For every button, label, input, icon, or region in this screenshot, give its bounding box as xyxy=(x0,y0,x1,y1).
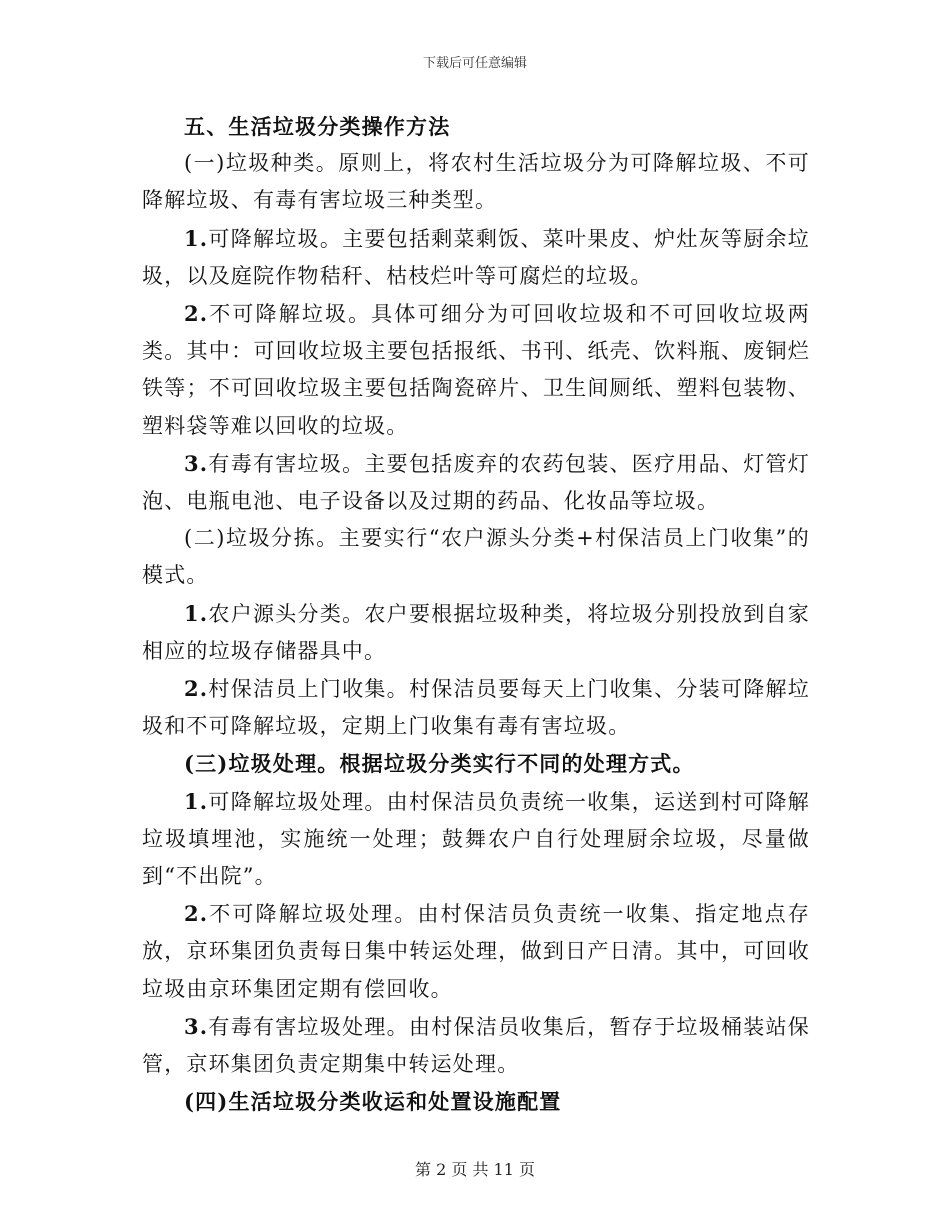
paragraph-non-degradable xyxy=(142,295,810,445)
paragraph-degradable-processing xyxy=(142,783,810,896)
paragraph-garbage-types: (一)垃圾种类。原则上，将农村生活垃圾分为可降解垃圾、不可降解垃圾、有毒有害垃圾三种类型。 xyxy=(142,151,810,213)
paragraph-non-degradable-processing xyxy=(142,895,810,1008)
paragraph-text: 可降解垃圾。主要包括剩菜剩饭、菜叶果皮、炉灶灰等厨余垃圾，以及庭院作物秸秆、枯枝烂叶等可腐烂的垃圾。 xyxy=(142,226,810,288)
paragraph-hazardous xyxy=(142,445,810,520)
paragraph-household-sorting xyxy=(142,595,810,670)
paragraph-text: 不可降解垃圾。具体可细分为可回收垃圾和不可回收垃圾两类。其中：可回收垃圾主要包括报纸、书刊、纸壳、饮料瓶、废铜烂铁等；不可回收垃圾主要包括陶瓷碎片、卫生间厕纸、塑料包装物、塑料袋等难以回收的垃圾。 xyxy=(142,302,810,438)
item-number: 1. xyxy=(184,225,209,251)
paragraph-text: 农户源头分类。农户要根据垃圾种类，将垃圾分别投放到自家相应的垃圾存储器具中。 xyxy=(142,601,810,663)
item-number: 2. xyxy=(184,301,209,327)
section-title: 五、生活垃圾分类操作方法 xyxy=(184,114,451,139)
paragraph-text: 可降解垃圾处理。由村保洁员负责统一收集，运送到村可降解垃圾填埋池，实施统一处理；鼓舞农户自行处理厨余垃圾，尽量做到“不出院”。 xyxy=(142,789,810,889)
paragraph-text: 有毒有害垃圾。主要包括废弃的农药包装、医疗用品、灯管灯泡、电瓶电池、电子设备以及过期的药品、化妆品等垃圾。 xyxy=(142,451,810,514)
page-number: 第 2 页 共 11 页 xyxy=(415,1160,535,1179)
item-number: 2. xyxy=(184,676,209,702)
header-note: 下载后可任意编辑 xyxy=(422,56,527,71)
paragraph-sorting: (二)垃圾分拣。主要实行“农户源头分类+村保洁员上门收集”的模式。 xyxy=(142,526,810,588)
paragraph-degradable xyxy=(142,220,810,295)
paragraph-text: 村保洁员上门收集。村保洁员要每天上门收集、分装可降解垃圾和不可降解垃圾，定期上门收集有毒有害垃圾。 xyxy=(142,677,810,739)
item-number: 3. xyxy=(184,450,209,476)
paragraph-door-collection xyxy=(142,670,810,745)
paragraph-text: 有毒有害垃圾处理。由村保洁员收集后，暂存于垃圾桶装站保管，京环集团负责定期集中转运处理。 xyxy=(142,1014,810,1077)
paragraph-processing: (三)垃圾处理。根据垃圾分类实行不同的处理方式。 xyxy=(184,751,695,777)
item-number: 3. xyxy=(184,1013,209,1039)
item-number: 1. xyxy=(184,788,209,814)
paragraph-hazardous-processing xyxy=(142,1008,810,1083)
item-number: 1. xyxy=(184,600,209,626)
document-body xyxy=(142,108,810,1120)
item-number: 2. xyxy=(184,901,209,927)
paragraph-text: 不可降解垃圾处理。由村保洁员负责统一收集、指定地点存放，京环集团负责每日集中转运处理，做到日产日清。其中，可回收垃圾由京环集团定期有偿回收。 xyxy=(142,902,810,1001)
paragraph-facilities-heading: (四)生活垃圾分类收运和处置设施配置 xyxy=(184,1089,562,1115)
